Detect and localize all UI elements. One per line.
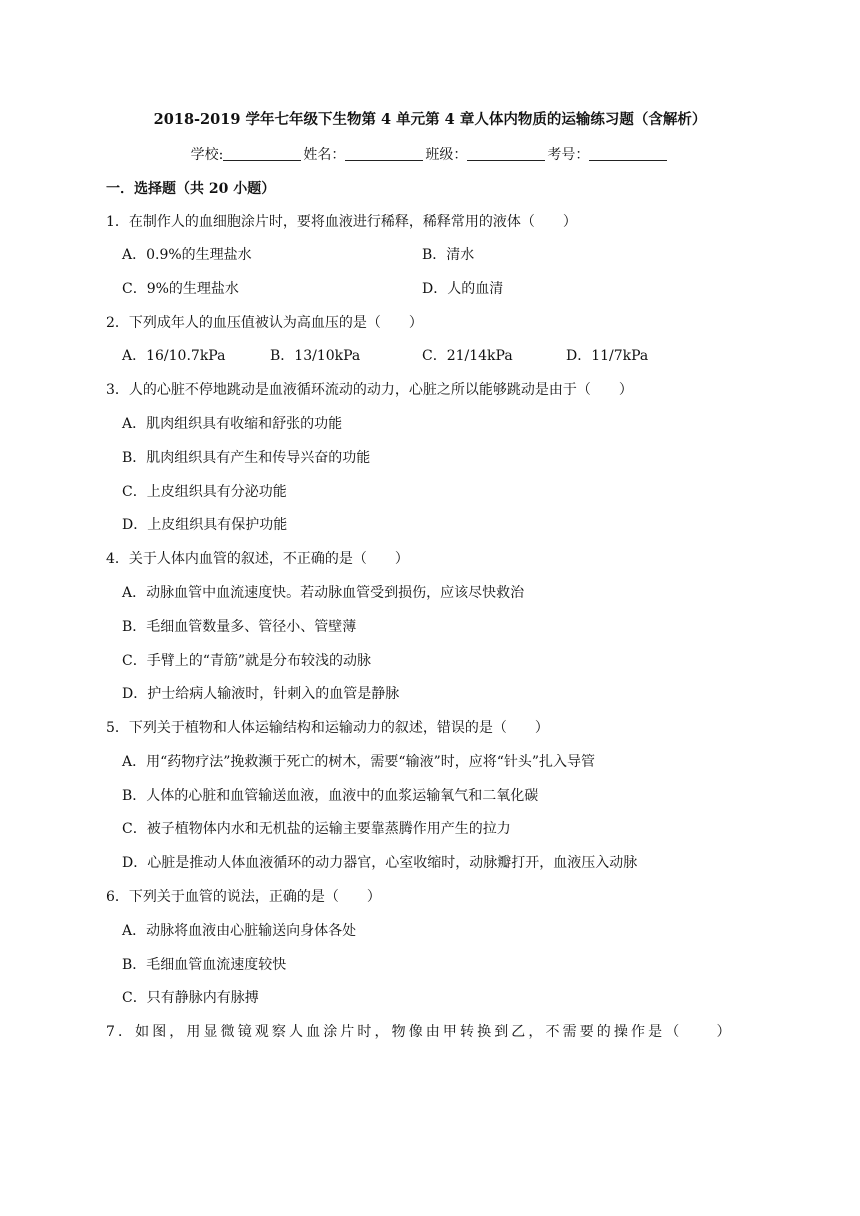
question-1-option-d: D．人的血清 bbox=[422, 281, 504, 297]
question-5-option-d: D．心脏是推动人体血液循环的动力器官，心室收缩时，动脉瓣打开，血液压入动脉 bbox=[122, 855, 638, 871]
question-2-option-d: D．11/7kPa bbox=[566, 348, 649, 364]
question-6-option-a: A．动脉将血液由心脏输送向身体各处 bbox=[122, 923, 357, 939]
name-blank[interactable] bbox=[345, 146, 423, 161]
question-3-option-b: B．肌肉组织具有产生和传导兴奋的功能 bbox=[122, 450, 371, 466]
section-heading: 一．选择题（共 20 小题） bbox=[106, 181, 276, 197]
question-5-option-b: B．人体的心脏和血管输送血液，血液中的血浆运输氧气和二氧化碳 bbox=[122, 788, 539, 804]
question-3-option-d: D．上皮组织具有保护功能 bbox=[122, 517, 288, 533]
class-label: 班级： bbox=[425, 147, 468, 163]
question-1-option-b: B．清水 bbox=[422, 247, 475, 263]
question-5-stem: 5．下列关于植物和人体运输结构和运输动力的叙述，错误的是（ ） bbox=[106, 720, 549, 736]
question-4-option-a: A．动脉血管中血流速度快。若动脉血管受到损伤，应该尽快救治 bbox=[122, 585, 525, 601]
question-7-stem: 7．如图，用显微镜观察人血涂片时，物像由甲转换到乙，不需要的操作是（ ） bbox=[106, 1024, 734, 1040]
question-3-stem: 3．人的心脏不停地跳动是血液循环流动的动力，心脏之所以能够跳动是由于（ ） bbox=[106, 382, 633, 398]
question-2-option-c: C．21/14kPa bbox=[422, 348, 513, 364]
question-3-option-a: A．肌肉组织具有收缩和舒张的功能 bbox=[122, 416, 343, 432]
class-blank[interactable] bbox=[467, 146, 545, 161]
student-info-line bbox=[0, 144, 860, 164]
question-1-option-a: A．0.9%的生理盐水 bbox=[122, 247, 252, 263]
question-6-stem: 6．下列关于血管的说法，正确的是（ ） bbox=[106, 889, 381, 905]
question-4-option-d: D．护士给病人输液时，针刺入的血管是静脉 bbox=[122, 686, 400, 702]
question-4-option-c: C．手臂上的“青筋”就是分布较浅的动脉 bbox=[122, 653, 372, 669]
question-2-option-a: A．16/10.7kPa bbox=[122, 348, 226, 364]
question-5-option-a: A．用“药物疗法”挽救濒于死亡的树木，需要“输液”时，应将“针头”扎入导管 bbox=[122, 754, 596, 770]
question-2-option-b: B．13/10kPa bbox=[270, 348, 361, 364]
question-5-option-c: C．被子植物体内水和无机盐的运输主要靠蒸腾作用产生的拉力 bbox=[122, 821, 511, 837]
question-6-option-c: C．只有静脉内有脉搏 bbox=[122, 990, 259, 1006]
school-label: 学校: bbox=[190, 147, 224, 163]
question-4-stem: 4．关于人体内血管的叙述，不正确的是（ ） bbox=[106, 551, 409, 567]
question-3-option-c: C．上皮组织具有分泌功能 bbox=[122, 484, 287, 500]
exam-label: 考号： bbox=[547, 147, 590, 163]
question-1-stem: 1．在制作人的血细胞涂片时，要将血液进行稀释，稀释常用的液体（ ） bbox=[106, 214, 577, 230]
question-4-option-b: B．毛细血管数量多、管径小、管壁薄 bbox=[122, 619, 357, 635]
exam-blank[interactable] bbox=[589, 146, 667, 161]
question-6-option-b: B．毛细血管血流速度较快 bbox=[122, 957, 287, 973]
document-title: 2018-2019 学年七年级下生物第 4 单元第 4 章人体内物质的运输练习题（含解析） bbox=[153, 111, 707, 128]
name-label: 姓名： bbox=[303, 147, 346, 163]
question-2-stem: 2．下列成年人的血压值被认为高血压的是（ ） bbox=[106, 315, 423, 331]
question-1-option-c: C．9%的生理盐水 bbox=[122, 281, 239, 297]
school-blank[interactable] bbox=[223, 146, 301, 161]
